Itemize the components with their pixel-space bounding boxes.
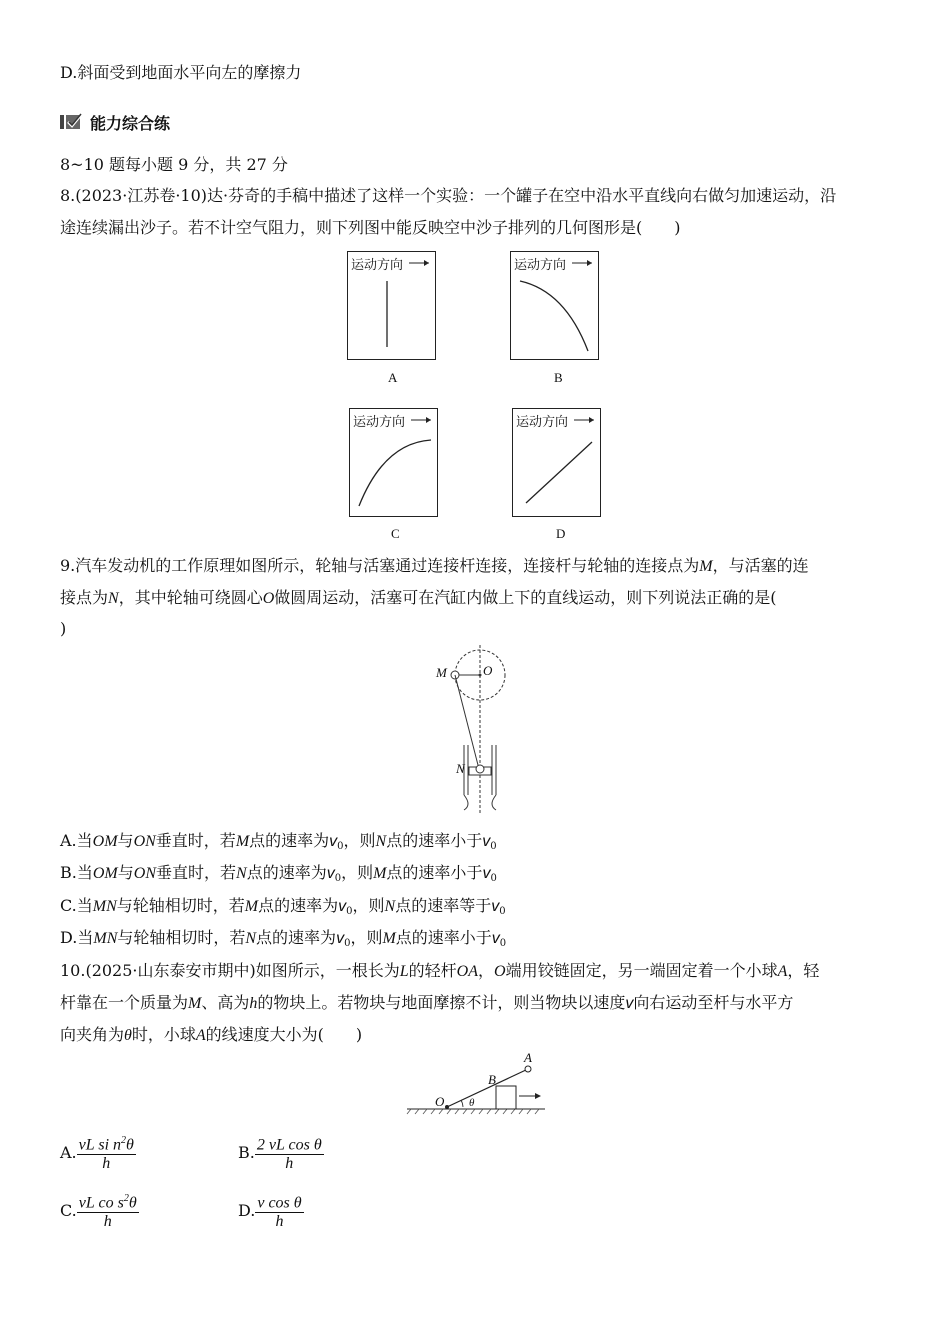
q8-label-d: D xyxy=(556,526,566,541)
q10-option-c: C. $\frac{vL co s^2\theta}{h}$ xyxy=(60,1190,139,1231)
q8-panel-d-caption: 运动方向 xyxy=(516,414,569,429)
q8-panel-d xyxy=(512,408,602,522)
section-header xyxy=(60,110,170,134)
q10-rod-figure xyxy=(405,1052,550,1121)
q9-option-b: B.当OM与ON垂直时，若N点的速率为$v_0$，则M点的速率小于$v_0$ xyxy=(60,863,497,884)
q10-line3: 向夹角为θ时，小球A的线速度大小为( ) xyxy=(60,1025,363,1044)
q10-fig-label-a: A xyxy=(524,1050,532,1065)
q9-option-d: D.当MN与轮轴相切时，若N点的速率为$v_0$，则M点的速率小于$v_0$ xyxy=(60,928,507,949)
q8-label-c: C xyxy=(391,526,400,541)
q8-panel-b xyxy=(510,251,600,365)
q9-line3: ) xyxy=(60,619,67,638)
section-check-icon xyxy=(60,113,82,131)
q8-panel-b-caption: 运动方向 xyxy=(514,257,567,272)
q8-panel-c xyxy=(349,408,439,522)
q9-fig-label-n: N xyxy=(456,761,465,776)
q8-label-a: A xyxy=(388,370,398,385)
q9-fig-label-m: M xyxy=(436,665,447,680)
q10-fig-label-o: O xyxy=(435,1094,445,1109)
q10-line2: 杆靠在一个质量为M、高为h的物块上。若物块与地面摩擦不计，则当物块以速度v向右运动至杆与水平方 xyxy=(60,993,794,1012)
q10-fig-label-b: B xyxy=(488,1072,496,1087)
q10-option-d: D. $\frac{\text{v cos θ}}{h}$ xyxy=(238,1190,304,1231)
q10-fig-label-theta: θ xyxy=(469,1097,475,1109)
q9-fig-label-o: O xyxy=(483,663,493,678)
q9-line2: 接点为N，其中轮轴可绕圆心O做圆周运动，活塞可在汽缸内做上下的直线运动，则下列说法正确的是( xyxy=(60,588,777,607)
q8-line2: 途连续漏出沙子。若不计空气阻力，则下列图中能反映空中沙子排列的几何图形是( ) xyxy=(60,218,681,237)
q9-option-a: A.当OM与ON垂直时，若M点的速率为$v_0$，则N点的速率小于$v_0$ xyxy=(60,831,497,852)
q10-option-b: B. $\frac{\text{2 vL cos θ}}{h}$ xyxy=(238,1132,324,1173)
section-scoring: 8~10 题每小题 9 分，共 27 分 xyxy=(60,155,288,174)
q7-option-d: D.斜面受到地面水平向左的摩擦力 xyxy=(60,63,302,82)
q8-panel-c-caption: 运动方向 xyxy=(353,414,406,429)
section-title: 能力综合练 xyxy=(90,113,171,133)
q10-line1: 10.(2025·山东泰安市期中)如图所示，一根长为L的轻杆OA，O端用铰链固定，另一端固定着一个小球A，轻 xyxy=(60,961,820,980)
q9-engine-figure xyxy=(425,645,525,824)
q8-label-b: B xyxy=(554,370,563,385)
q8-panel-a-caption: 运动方向 xyxy=(351,257,404,272)
q10-option-a: A. $\frac{vL si n^2\theta}{h}$ xyxy=(60,1132,136,1173)
q8-line1: 8.(2023·江苏卷·10)达·芬奇的手稿中描述了这样一个实验：一个罐子在空中沿水平直线向右做匀加速运动，沿 xyxy=(60,186,837,205)
q9-line1: 9.汽车发动机的工作原理如图所示，轮轴与活塞通过连接杆连接，连接杆与轮轴的连接点为M，与活塞的连 xyxy=(60,556,809,575)
q8-panel-a xyxy=(347,251,437,365)
q9-option-c: C.当MN与轮轴相切时，若M点的速率为$v_0$，则N点的速率等于$v_0$ xyxy=(60,896,506,917)
